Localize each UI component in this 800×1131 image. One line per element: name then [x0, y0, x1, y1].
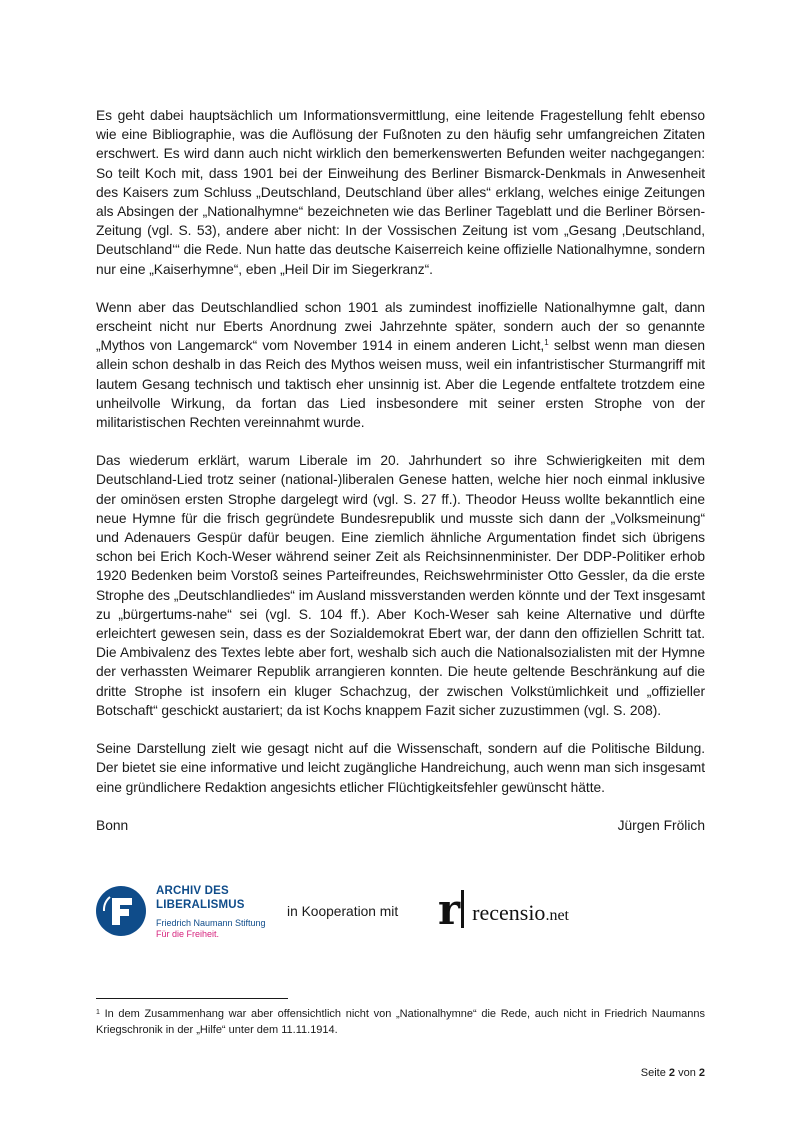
recensio-name: recensio: [472, 900, 546, 925]
page-number-current: 2: [668, 1067, 676, 1079]
fnst-slogan: Für die Freiheit.: [156, 929, 220, 939]
page-number-total: 2: [698, 1067, 705, 1079]
cooperation-text: in Kooperation mit: [287, 904, 399, 919]
archiv-des-liberalismus-logo[interactable]: [96, 884, 266, 940]
footnote-reference[interactable]: 1: [544, 338, 549, 348]
fnst-title-line-1: ARCHIV DES: [156, 885, 229, 897]
recensio-logo[interactable]: [438, 885, 569, 934]
paragraph-4: Seine Darstellung zielt wie gesagt nicht auf die Wissenschaft, sondern auf die Politische Bildung. Der bietet sie eine informative und leicht zugängliche Handreichung, auch wenn man sich insgesamt eine gründlichere Redaktion angesichts etlicher Flüchtigkeitsfehler gewünscht hätte.: [96, 741, 705, 795]
recensio-tld: .net: [545, 907, 569, 924]
article-body: [96, 106, 705, 835]
paragraph-2: [96, 298, 705, 432]
fnst-foundation-name: Friedrich Naumann Stiftung: [156, 918, 266, 928]
paragraph-2-text-b: selbst wenn man diesen allein schon deshalb in das Reich des Mythos weisen muss, weil ein infantristischer Sturmangriff mit lautem Gesang technisch und taktisch eher unsinnig ist. Aber die Legende entfaltete trotzdem eine unheilvolle Wirkung, da fortan das Lied insbesondere mit seiner ersten Strophe von der militaristischen Rechten vereinnahmt wurde.: [96, 338, 705, 431]
signature-place: Bonn: [96, 817, 129, 833]
fnst-title-line-2: LIBERALISMUS: [156, 899, 245, 911]
footnote-divider: [96, 998, 288, 999]
fnst-f-icon: [96, 886, 146, 936]
page-number: [641, 1067, 705, 1079]
footnote-marker: 1: [96, 1009, 100, 1016]
paragraph-1: Es geht dabei hauptsächlich um Informationsvermittlung, eine leitende Fragestellung fehlt ebenso wie eine Bibliographie, was die Auflösung der Fußnoten zu den häufig sehr umfangreichen Zitaten erschwert. Es wird dann auch nicht wirklich den bemerkenswerten Befunden weiter nachgegangen: So teilt Koch mit, dass 1901 bei der Einweihung des Berliner Bismarck-Denkmals in Anwesenheit des Kaisers zum Schluss „Deutschland, Deutschland über alles“ erklang, welches einige Zeitungen als Absingen der „Nationalhymne“ bezeichneten wie das Berliner Tageblatt und die Berliner Börsen-Zeitung (vgl. S. 53), andere aber nicht: In der Vossischen Zeitung ist vom „Gesang ‚Deutschland, Deutschland‘“ die Rede. Nun hatte das deutsche Kaiserreich keine offizielle Nationalhymne, sondern nur eine „Kaiserhymne“, eben „Heil Dir im Siegerkranz“.: [96, 108, 705, 277]
signature-line: [96, 816, 705, 835]
page-number-middle: von: [675, 1067, 699, 1079]
fnst-text: [156, 884, 266, 940]
recensio-r-mark: r: [438, 885, 461, 934]
footnote-text: In dem Zusammenhang war aber offensichtlich nicht von „Nationalhymne“ die Rede, auch nicht in Friedrich Naumanns Kriegschronik in der „Hilfe“ unter dem 11.11.1914.: [96, 1008, 705, 1036]
recensio-wordmark: [472, 901, 569, 928]
footnote: [96, 1006, 705, 1038]
paragraph-2-text-a: Wenn aber das Deutschlandlied schon 1901 als zumindest inoffizielle Nationalhymne galt, dann erscheint nicht nur Eberts Anordnung zwei Jahrzehnte später, sondern auch der so genannte „Mythos von Langemarck“ vom November 1914 in einem anderen Licht,: [96, 299, 705, 354]
recensio-bar-icon: [461, 890, 464, 928]
signature-author: Jürgen Frölich: [617, 817, 705, 833]
page-number-prefix: Seite: [640, 1067, 669, 1079]
logo-bar: [96, 884, 616, 964]
paragraph-3: Das wiederum erklärt, warum Liberale im 20. Jahrhundert so ihre Schwierigkeiten mit dem Deutschland-Lied trotz seiner (national-)liberalen Genese hatten, welche hier noch einmal inklusive der ominösen ersten Strophe dargelegt wird (vgl. S. 27 ff.). Theodor Heuss wollte bekanntlich eine neue Hymne für die frisch gegründete Bundesrepublik und musste sich dann der „Volksmeinung“ und Adenauers Gespür dafür beugen. Eine ziemlich ähnliche Argumentation findet sich übrigens schon bei Erich Koch-Weser während seiner Zeit als Reichsinnenminister. Der DDP-Politiker erhob 1920 Bedenken beim Vorstoß seines Parteifreundes, Reichswehrminister Otto Gessler, da die erste Strophe des „Deutschlandliedes“ im Ausland missverstanden werden könnte und der Text insgesamt zu „bürgertums-nahe“ sei (vgl. S. 104 ff.). Aber Koch-Weser sah keine Alternative und dürfte erleichtert gewesen sein, dass es der Sozialdemokrat Ebert war, der dann den offiziellen Schritt tat. Die Ambivalenz des Textes lebte aber fort, weshalb sich auch die Nationalsozialisten mit der Hymne der verhassten Weimarer Republik arrangieren konnten. Die heute geltende Beschränkung auf die dritte Strophe ist insofern ein kluger Schachzug, der zwischen Volkstümlichkeit und „offizieller Botschaft“ geschickt austariert; da ist Kochs knappem Fazit sicher zuzustimmen (vgl. S. 208).: [96, 453, 705, 718]
